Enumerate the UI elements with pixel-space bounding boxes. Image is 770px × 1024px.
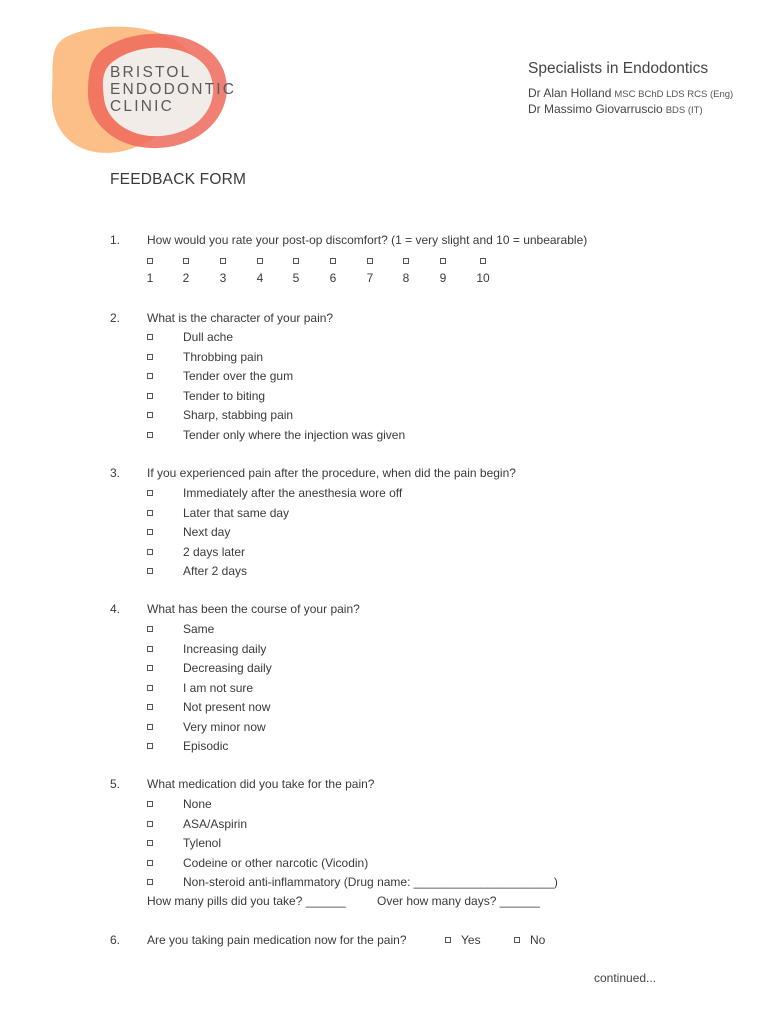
q4-option-label: Increasing daily: [183, 641, 267, 656]
q4-option-label: Very minor now: [183, 719, 266, 734]
q2-option[interactable]: [147, 427, 405, 443]
q4-option-label: Decreasing daily: [183, 661, 272, 675]
tagline: Specialists in Endodontics: [528, 60, 709, 77]
form-title: FEEDBACK FORM: [110, 171, 247, 188]
q6-yes-checkbox[interactable]: [445, 937, 451, 943]
q6-yes-option[interactable]: [445, 932, 481, 948]
q6-no-checkbox[interactable]: [514, 937, 520, 943]
q1-scale-number: 10: [476, 271, 490, 285]
q2-option-label: Tender only where the injection was given: [183, 427, 406, 442]
q4-option[interactable]: [147, 699, 270, 715]
logo-line-1: BRISTOL: [110, 64, 192, 81]
q4-option[interactable]: [147, 621, 214, 637]
q5-option[interactable]: [147, 816, 247, 832]
q2-checkbox[interactable]: [147, 354, 153, 360]
q3-text: If you experienced pain after the procedure, when did the pain begin?: [147, 466, 516, 480]
q3-option[interactable]: [147, 544, 245, 560]
q1-scale-checkbox[interactable]: [403, 258, 409, 264]
doctor-2-name: Dr Massimo Giovarruscio: [528, 102, 663, 116]
q5-option[interactable]: [147, 835, 221, 851]
q6-no-label: No: [530, 933, 546, 947]
q4-number: 4.: [110, 602, 121, 616]
q1-scale-checkbox[interactable]: [293, 258, 299, 264]
q5-days-field[interactable]: Over how many days? ______: [377, 894, 540, 908]
q4-checkbox[interactable]: [147, 724, 153, 730]
q4-option-label: Episodic: [183, 739, 229, 753]
q3-checkbox[interactable]: [147, 510, 153, 516]
logo-text: [110, 64, 236, 115]
q2-option[interactable]: [147, 388, 265, 404]
q5-checkbox[interactable]: [147, 801, 153, 807]
q1-scale-number: 2: [182, 271, 190, 285]
q1-scale-number: 3: [219, 271, 227, 285]
q6-no-option[interactable]: [514, 932, 545, 948]
q5-option-label: Codeine or other narcotic (Vicodin): [183, 855, 369, 870]
q5-option-label: Tylenol: [183, 836, 222, 850]
q1-scale-checkbox[interactable]: [220, 258, 226, 264]
q4-option-label: I am not sure: [183, 680, 254, 695]
q1-scale-number: 4: [256, 271, 264, 285]
q2-option[interactable]: [147, 329, 233, 345]
q1-scale-number: 7: [366, 271, 374, 285]
q3-checkbox[interactable]: [147, 549, 153, 555]
q3-option[interactable]: [147, 563, 247, 579]
q5-checkbox[interactable]: [147, 840, 153, 846]
q5-option[interactable]: [147, 874, 558, 890]
q3-number: 3.: [110, 466, 121, 480]
logo-line-2: ENDODONTIC: [110, 81, 237, 98]
q1-number: 1.: [110, 233, 121, 247]
q3-checkbox[interactable]: [147, 568, 153, 574]
q2-option[interactable]: [147, 349, 263, 365]
q4-option[interactable]: [147, 641, 266, 657]
q2-checkbox[interactable]: [147, 432, 153, 438]
q1-scale-checkbox[interactable]: [480, 258, 486, 264]
q1-scale-checkbox[interactable]: [440, 258, 446, 264]
q4-checkbox[interactable]: [147, 704, 153, 710]
q1-scale-number: 1: [146, 271, 154, 285]
doctor-2-qualifications: BDS (IT): [665, 105, 703, 116]
q1-scale-number: 8: [402, 271, 410, 285]
doctor-2: [528, 102, 703, 116]
q5-text: What medication did you take for the pain?: [147, 777, 375, 791]
q2-number: 2.: [110, 311, 121, 325]
q4-option[interactable]: [147, 680, 253, 696]
q2-option-label: Dull ache: [183, 330, 234, 344]
q3-option[interactable]: [147, 505, 289, 521]
q1-scale-checkbox[interactable]: [330, 258, 336, 264]
q3-option-label: Immediately after the anesthesia wore off: [183, 486, 403, 500]
q6-text: Are you taking pain medication now for the pain?: [147, 933, 407, 947]
q1-scale-checkbox[interactable]: [367, 258, 373, 264]
logo-line-3: CLINIC: [110, 98, 175, 115]
q2-checkbox[interactable]: [147, 393, 153, 399]
q4-checkbox[interactable]: [147, 743, 153, 749]
q5-option[interactable]: [147, 855, 368, 871]
q5-number: 5.: [110, 777, 121, 791]
q5-pills-field[interactable]: How many pills did you take? ______: [147, 894, 346, 908]
q1-scale-number: 6: [329, 271, 337, 285]
q2-checkbox[interactable]: [147, 373, 153, 379]
q4-option[interactable]: [147, 738, 228, 754]
q1-text: How would you rate your post-op discomfort? (1 = very slight and 10 = unbearable): [147, 233, 588, 247]
q3-option-label: 2 days later: [183, 544, 246, 559]
q1-scale-number: 5: [292, 271, 300, 285]
q2-option-label: Throbbing pain: [183, 349, 264, 364]
q1-scale-checkbox[interactable]: [183, 258, 189, 264]
q6-number: 6.: [110, 933, 121, 947]
q2-text: What is the character of your pain?: [147, 311, 334, 325]
q2-option[interactable]: [147, 407, 293, 423]
q4-option[interactable]: [147, 719, 266, 735]
q5-option-label: None: [183, 797, 212, 811]
q1-scale-checkbox[interactable]: [147, 258, 153, 264]
continued-note: continued...: [594, 971, 657, 985]
q2-option-label: Tender over the gum: [183, 369, 294, 383]
q4-checkbox[interactable]: [147, 685, 153, 691]
q4-checkbox[interactable]: [147, 665, 153, 671]
q3-option[interactable]: [147, 485, 402, 501]
q4-checkbox[interactable]: [147, 646, 153, 652]
q3-checkbox[interactable]: [147, 490, 153, 496]
q3-option-label: Later that same day: [183, 505, 290, 520]
q1-scale-checkbox[interactable]: [257, 258, 263, 264]
q1-scale-number: 9: [439, 271, 447, 285]
q5-option-label: ASA/Aspirin: [183, 816, 248, 831]
q4-option-label: Same: [183, 622, 215, 636]
q2-checkbox[interactable]: [147, 334, 153, 340]
doctor-1: [528, 86, 733, 100]
q4-option-label: Not present now: [183, 700, 271, 714]
q5-checkbox[interactable]: [147, 860, 153, 866]
doctor-1-name: Dr Alan Holland: [528, 86, 612, 100]
q2-option-label: Sharp, stabbing pain: [183, 408, 294, 422]
q6-yes-label: Yes: [461, 933, 481, 947]
q2-option[interactable]: [147, 368, 293, 384]
q2-checkbox[interactable]: [147, 412, 153, 418]
q5-checkbox[interactable]: [147, 879, 153, 885]
q4-option[interactable]: [147, 660, 272, 676]
q3-option[interactable]: [147, 524, 230, 540]
q5-option[interactable]: [147, 796, 212, 812]
doctor-1-qualifications: MSC BChD LDS RCS (Eng): [614, 89, 734, 100]
q3-checkbox[interactable]: [147, 529, 153, 535]
q3-option-label: Next day: [183, 525, 231, 539]
q5-checkbox[interactable]: [147, 821, 153, 827]
q3-option-label: After 2 days: [183, 564, 248, 578]
q4-checkbox[interactable]: [147, 626, 153, 632]
q2-option-label: Tender to biting: [183, 388, 266, 403]
q4-text: What has been the course of your pain?: [147, 602, 360, 616]
q5-option-label: Non-steroid anti-inflammatory (Drug name: _____________________): [183, 875, 558, 889]
